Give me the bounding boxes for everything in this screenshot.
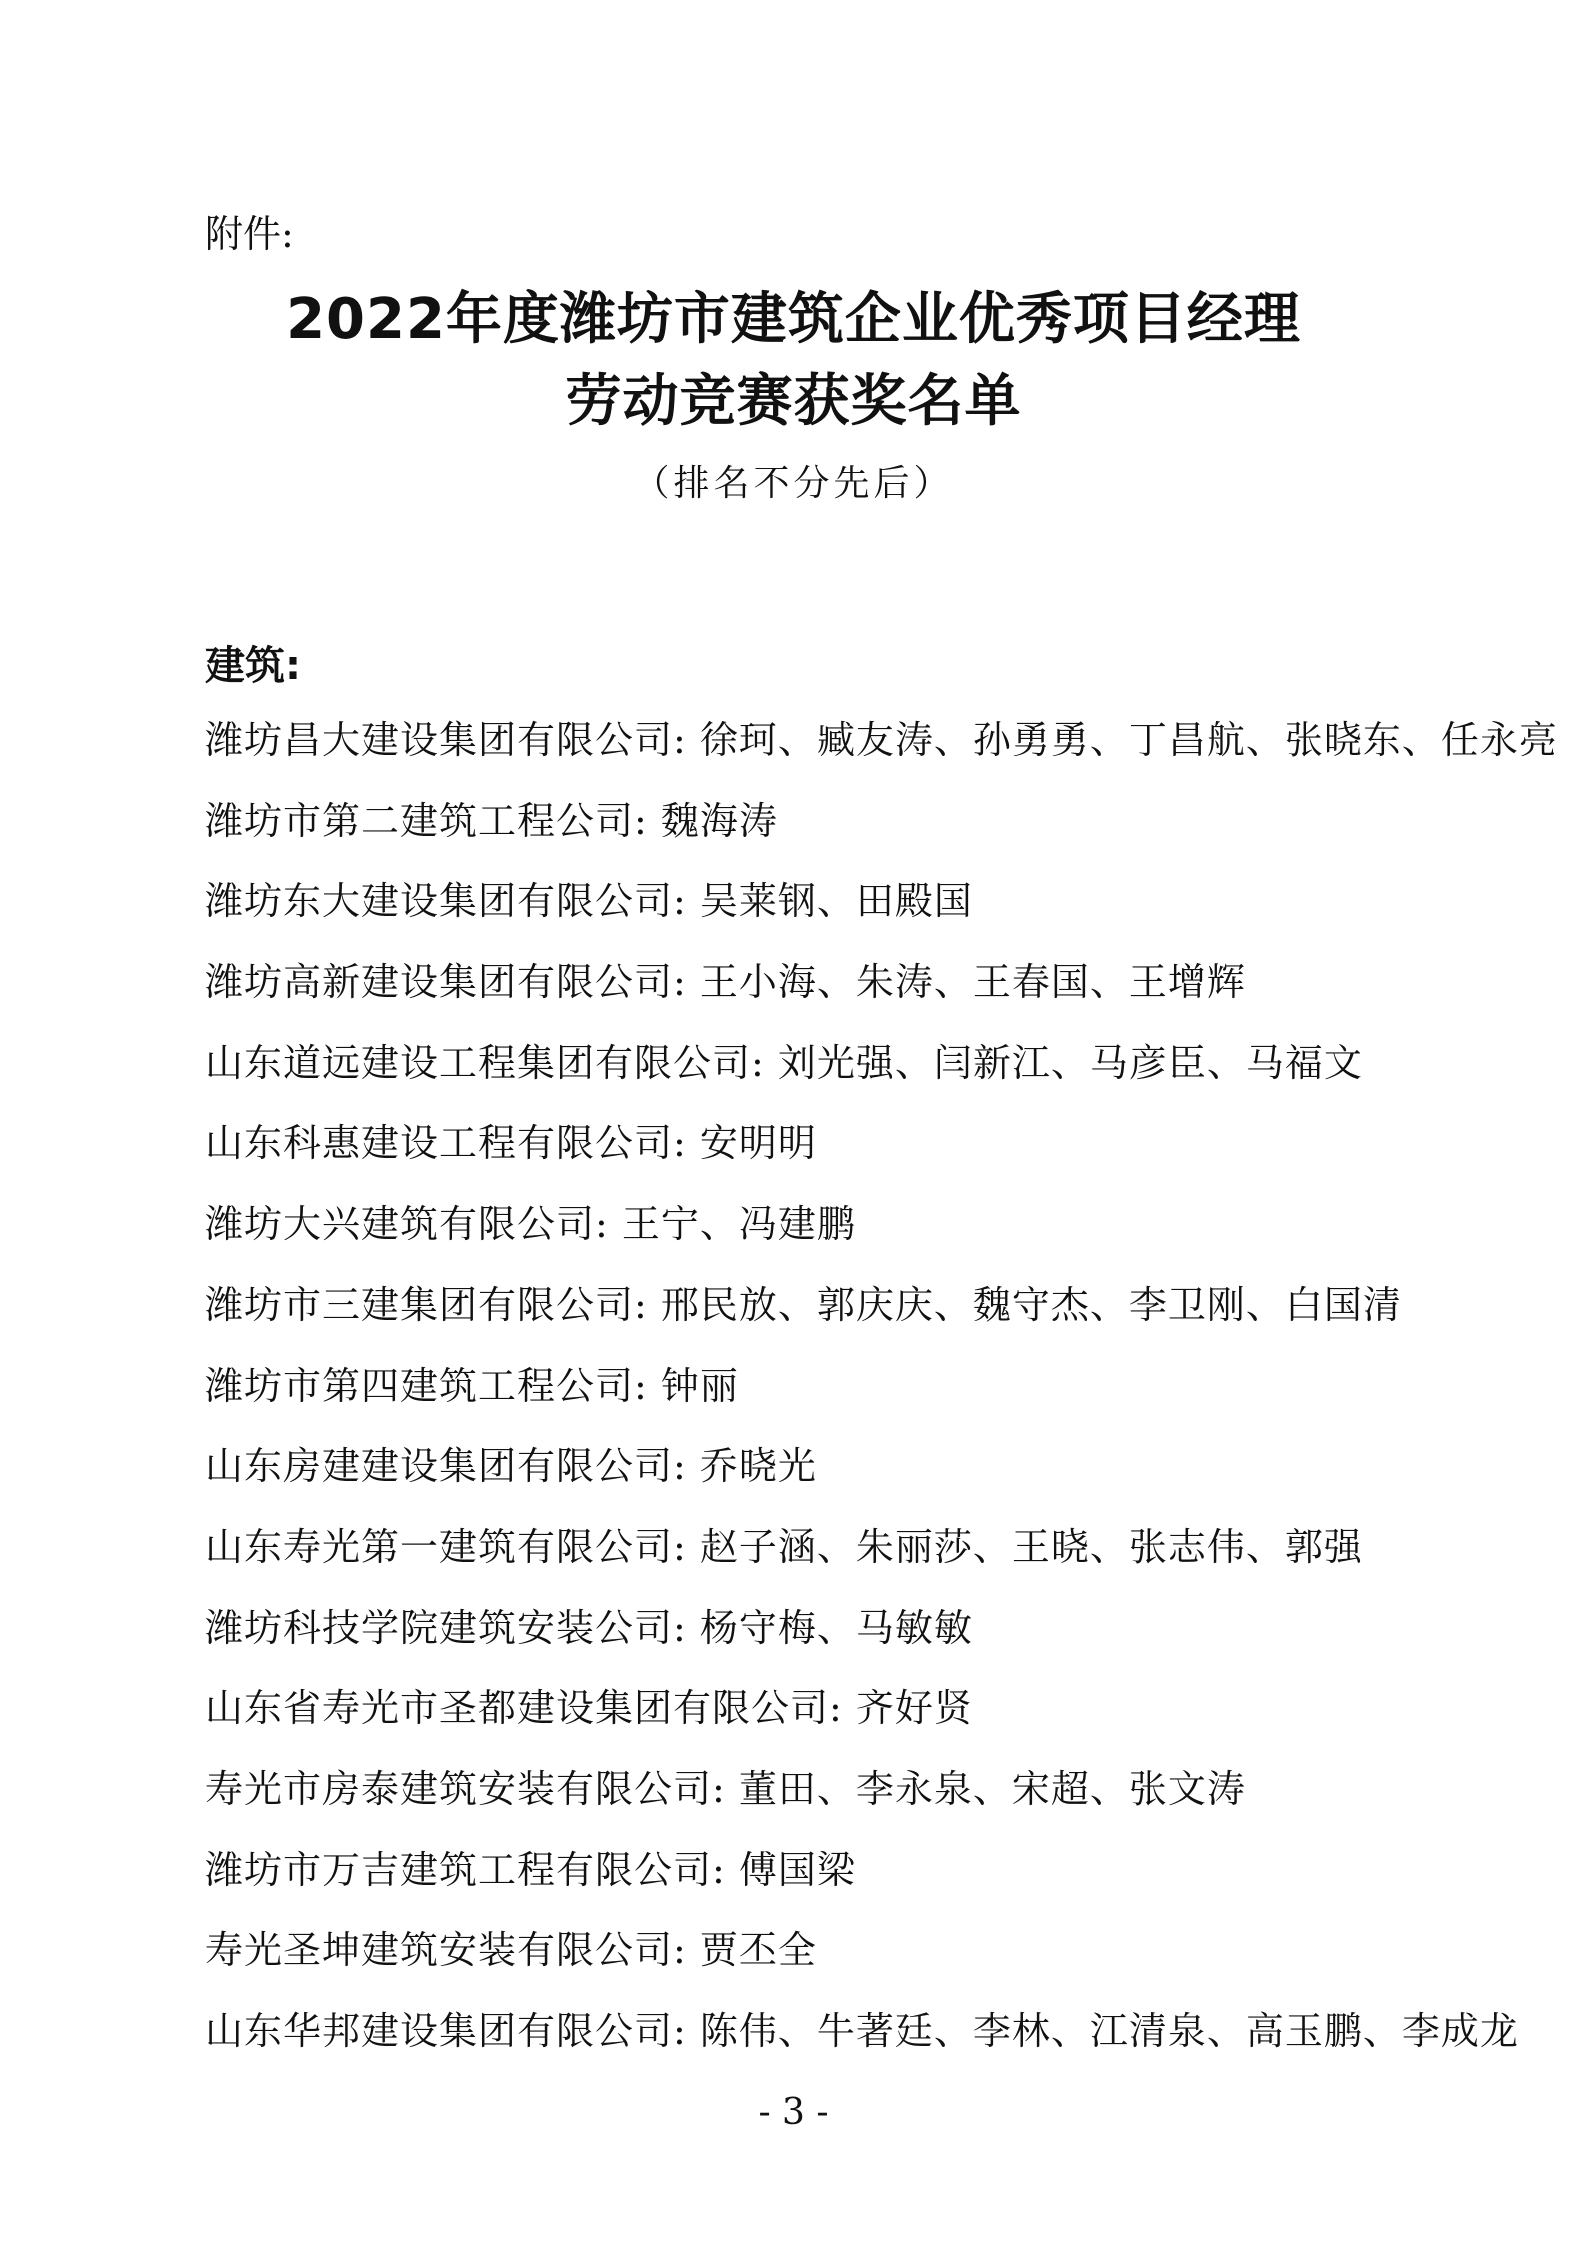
award-row: 寿光市房泰建筑安装有限公司: 董田、李永泉、宋超、张文涛 [205, 1766, 1246, 1811]
award-row: 潍坊市三建集团有限公司: 邢民放、郭庆庆、魏守杰、李卫刚、白国清 [205, 1282, 1402, 1327]
award-row: 山东房建建设集团有限公司: 乔晓光 [205, 1444, 817, 1489]
document-title-line-1: 2022年度潍坊市建筑企业优秀项目经理 [286, 287, 1301, 352]
document-title-line-2: 劳动竞赛获奖名单 [565, 369, 1022, 434]
award-row: 山东寿光第一建筑有限公司: 赵子涵、朱丽莎、王晓、张志伟、郭强 [205, 1524, 1363, 1569]
award-row: 山东科惠建设工程有限公司: 安明明 [205, 1121, 817, 1166]
award-row: 潍坊科技学院建筑安装公司: 杨守梅、马敏敏 [205, 1605, 973, 1650]
award-row: 潍坊高新建设集团有限公司: 王小海、朱涛、王春国、王增辉 [205, 960, 1246, 1005]
award-row: 山东省寿光市圣都建设集团有限公司: 齐好贤 [205, 1686, 973, 1731]
section-heading-construction: 建筑: [205, 643, 301, 689]
award-row: 潍坊大兴建筑有限公司: 王宁、冯建鹏 [205, 1202, 856, 1247]
award-row: 潍坊市第四建筑工程公司: 钟丽 [205, 1363, 739, 1408]
award-row: 山东道远建设工程集团有限公司: 刘光强、闫新江、马彦臣、马福文 [205, 1040, 1363, 1085]
award-row: 潍坊市第二建筑工程公司: 魏海涛 [205, 798, 778, 843]
attachment-label: 附件: [205, 212, 294, 256]
award-list [205, 712, 1558, 2084]
page-number: - 3 - [758, 2092, 829, 2133]
award-row: 潍坊市万吉建筑工程有限公司: 傅国梁 [205, 1847, 856, 1892]
ranking-note: （排名不分先后） [633, 463, 954, 504]
award-row: 山东华邦建设集团有限公司: 陈伟、牛著廷、李林、江清泉、高玉鹏、李成龙 [205, 2009, 1519, 2053]
award-row: 潍坊东大建设集团有限公司: 吴莱钢、田殿国 [205, 879, 973, 924]
award-row: 潍坊昌大建设集团有限公司: 徐珂、臧友涛、孙勇勇、丁昌航、张晓东、任永亮 [205, 718, 1558, 762]
award-row: 寿光圣坤建筑安装有限公司: 贾丕全 [205, 1928, 817, 1973]
